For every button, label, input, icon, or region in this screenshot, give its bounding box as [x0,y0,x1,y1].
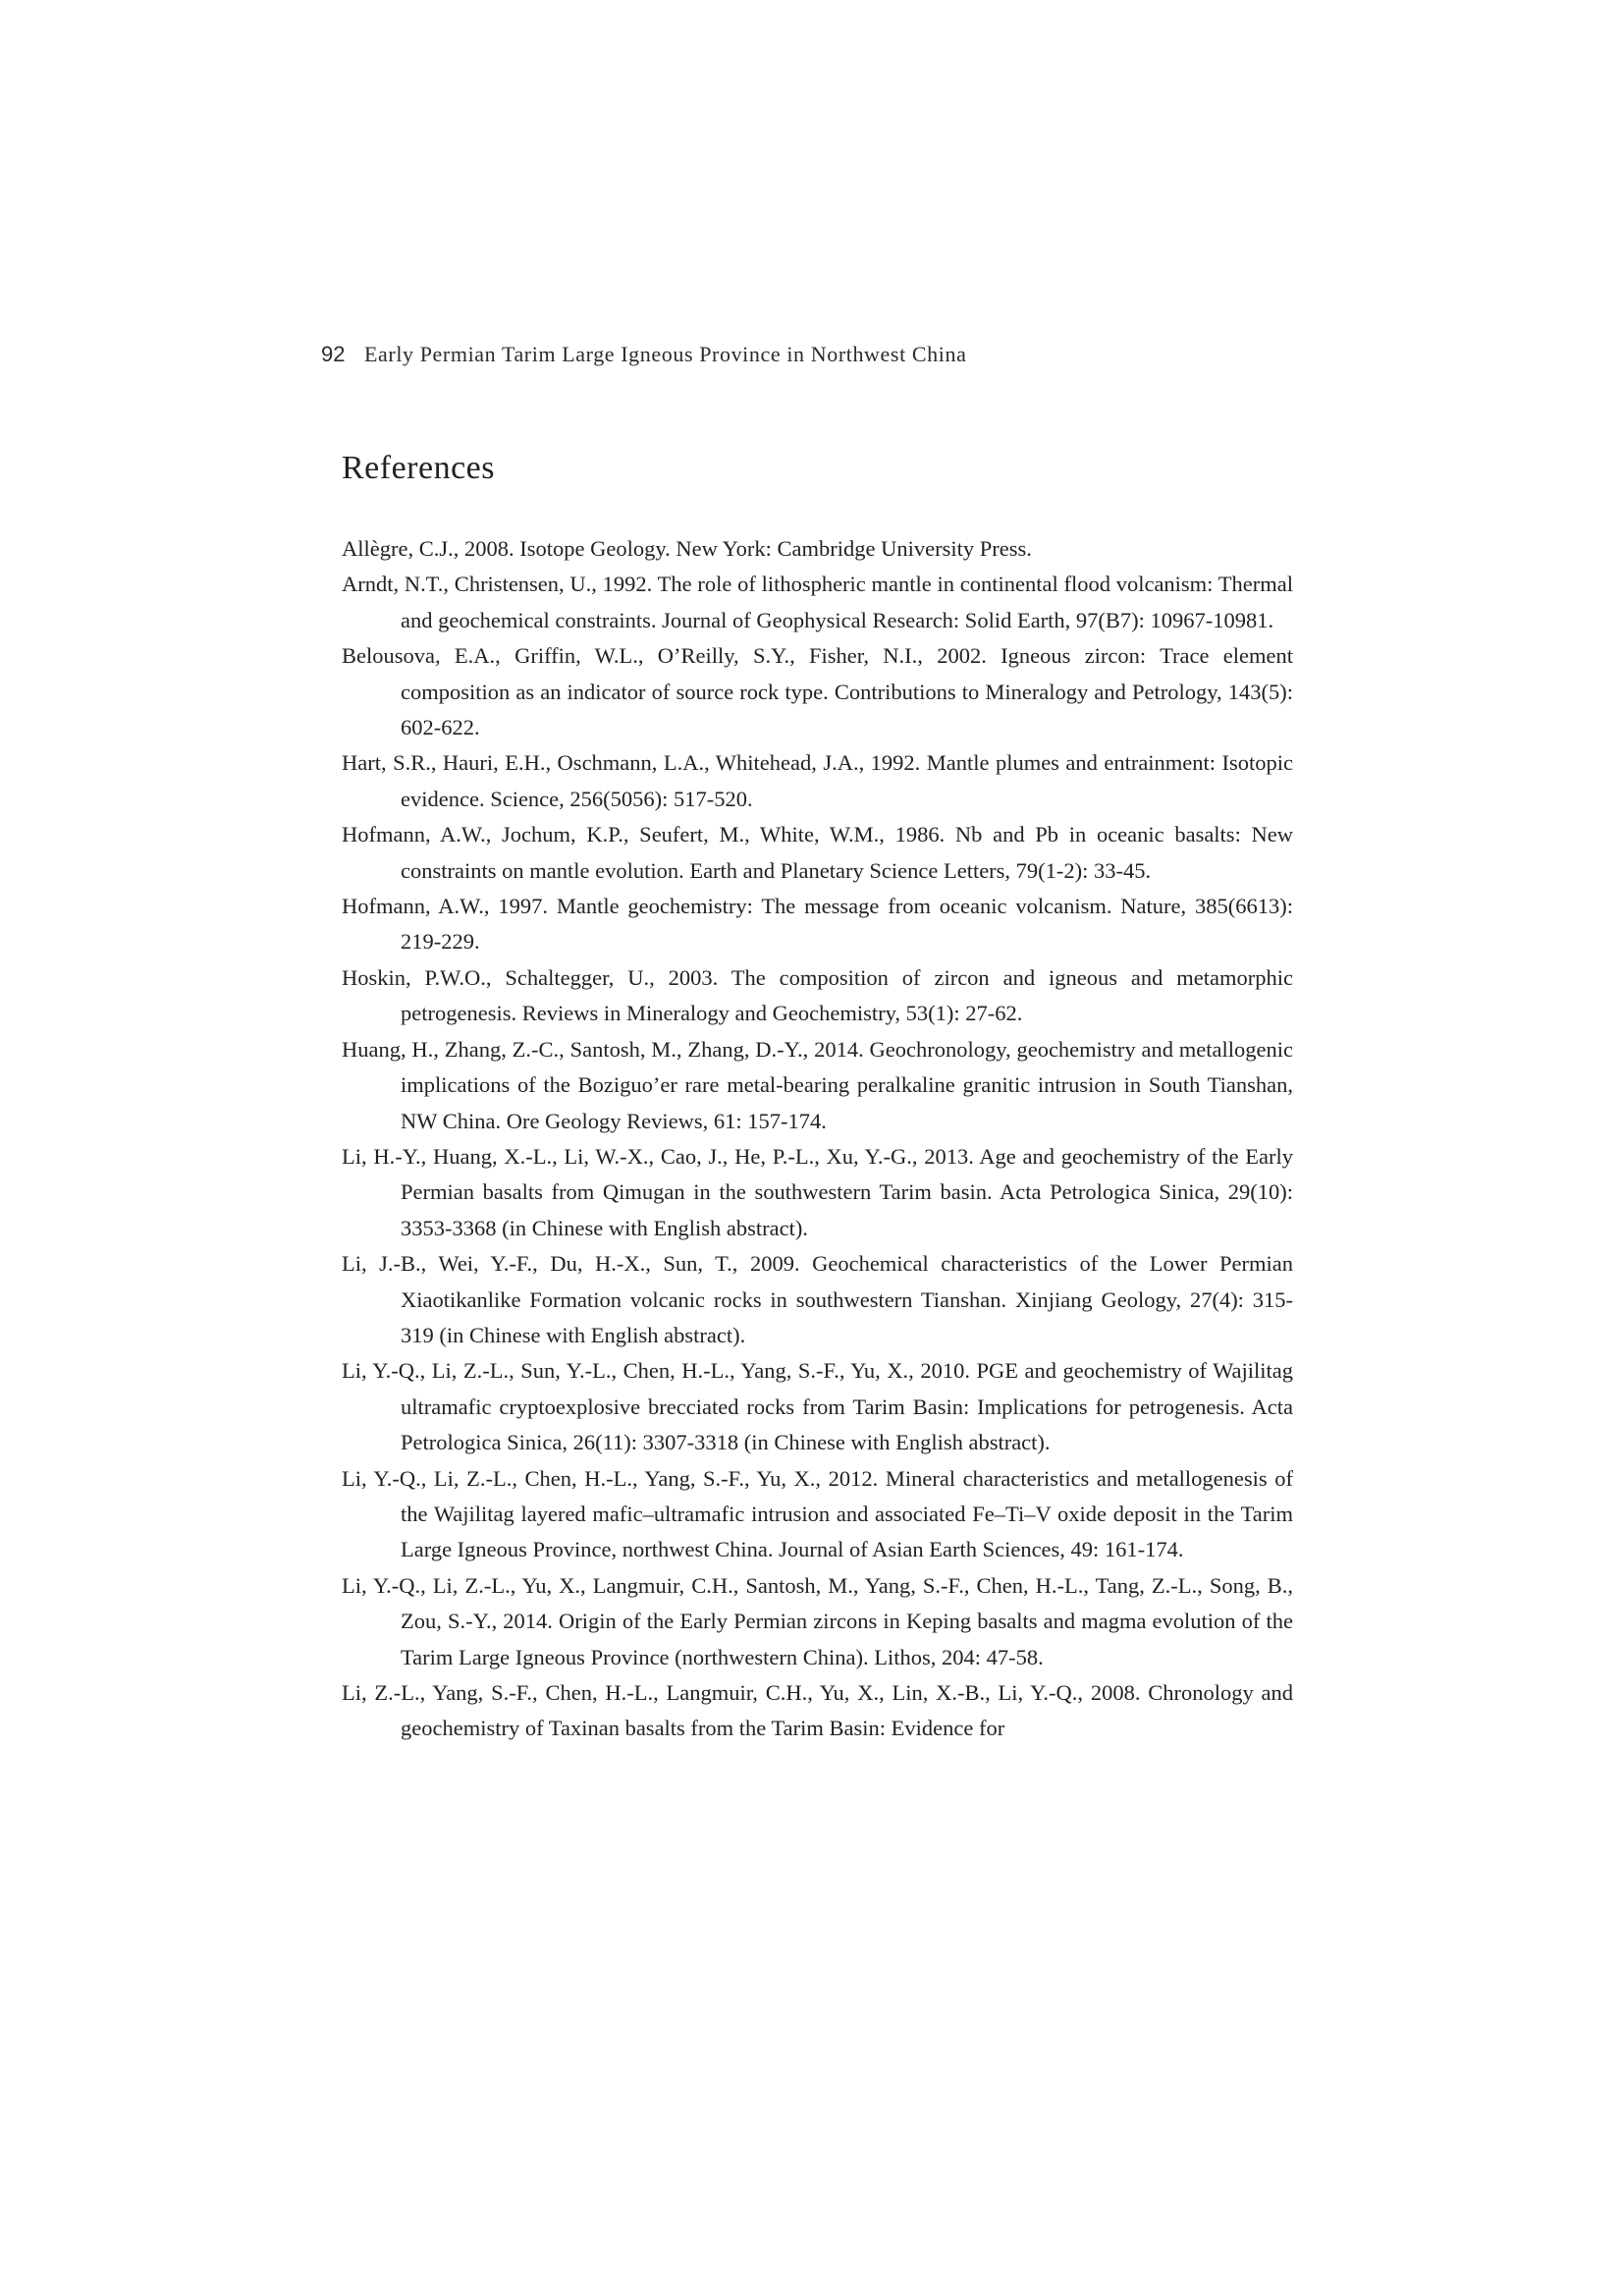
reference-entry: Li, Z.-L., Yang, S.-F., Chen, H.-L., Langmuir, C.H., Yu, X., Lin, X.-B., Li, Y.-Q., 2008. Chronology and geochemistry of Taxinan basalts from the Tarim Basin: Evidence for [342,1680,1293,1741]
reference-entry: Hofmann, A.W., Jochum, K.P., Seufert, M., White, W.M., 1986. Nb and Pb in oceanic basalts: New constraints on mantle evolution. Earth and Planetary Science Letters, 79(1-2): 33-45. [342,822,1293,883]
reference-entry: Li, H.-Y., Huang, X.-L., Li, W.-X., Cao, J., He, P.-L., Xu, Y.-G., 2013. Age and geochemistry of the Early Permian basalts from Qimugan in the southwestern Tarim basin. Acta Petrologica Sinica, 29(10): 3353-3368 (in Chinese with English abstract). [342,1143,1293,1240]
running-title: Early Permian Tarim Large Igneous Province in Northwest China [363,342,967,366]
section-heading: References [342,450,496,486]
reference-list [342,531,1293,1747]
reference-entry: Belousova, E.A., Griffin, W.L., O’Reilly, S.Y., Fisher, N.I., 2002. Igneous zircon: Trace element composition as an indicator of source rock type. Contributions to Mineralogy and Petrology, 143(5): 602-622. [342,643,1293,740]
reference-entry: Li, Y.-Q., Li, Z.-L., Chen, H.-L., Yang, S.-F., Yu, X., 2012. Mineral characteristics and metallogenesis of the Wajilitag layered mafic–ultramafic intrusion and associated Fe–Ti–V oxide deposit in the Tarim Large Igneous Province, northwest China. Journal of Asian Earth Sciences, 49: 161-174. [342,1465,1293,1562]
reference-entry: Hofmann, A.W., 1997. Mantle geochemistry: The message from oceanic volcanism. Nature, 385(6613): 219-229. [342,894,1293,955]
reference-entry: Li, Y.-Q., Li, Z.-L., Yu, X., Langmuir, C.H., Santosh, M., Yang, S.-F., Chen, H.-L., Tang, Z.-L., Song, B., Zou, S.-Y., 2014. Origin of the Early Permian zircons in Keping basalts and magma evolution of the Tarim Large Igneous Province (northwestern China). Lithos, 204: 47-58. [342,1572,1293,1669]
page-number: 92 [321,342,346,366]
reference-entry: Huang, H., Zhang, Z.-C., Santosh, M., Zhang, D.-Y., 2014. Geochronology, geochemistry and metallogenic implications of the Boziguo’er rare metal-bearing peralkaline granitic intrusion in South Tianshan, NW China. Ore Geology Reviews, 61: 157-174. [342,1036,1293,1133]
running-header [321,342,966,367]
reference-entry: Allègre, C.J., 2008. Isotope Geology. New York: Cambridge University Press. [342,536,1032,561]
reference-entry: Hoskin, P.W.O., Schaltegger, U., 2003. The composition of zircon and igneous and metamorphic petrogenesis. Reviews in Mineralogy and Geochemistry, 53(1): 27-62. [342,964,1293,1026]
reference-entry: Li, J.-B., Wei, Y.-F., Du, H.-X., Sun, T., 2009. Geochemical characteristics of the Lower Permian Xiaotikanlike Formation volcanic rocks in southwestern Tianshan. Xinjiang Geology, 27(4): 315-319 (in Chinese with English abstract). [342,1251,1293,1347]
reference-entry: Li, Y.-Q., Li, Z.-L., Sun, Y.-L., Chen, H.-L., Yang, S.-F., Yu, X., 2010. PGE and geochemistry of Wajilitag ultramafic cryptoexplosive brecciated rocks from Tarim Basin: Implications for petrogenesis. Acta Petrologica Sinica, 26(11): 3307-3318 (in Chinese with English abstract). [342,1358,1293,1455]
reference-entry: Arndt, N.T., Christensen, U., 1992. The role of lithospheric mantle in continental flood volcanism: Thermal and geochemical constraints. Journal of Geophysical Research: Solid Earth, 97(B7): 10967-10981. [342,572,1293,632]
reference-entry: Hart, S.R., Hauri, E.H., Oschmann, L.A., Whitehead, J.A., 1992. Mantle plumes and entrainment: Isotopic evidence. Science, 256(5056): 517-520. [342,750,1293,811]
